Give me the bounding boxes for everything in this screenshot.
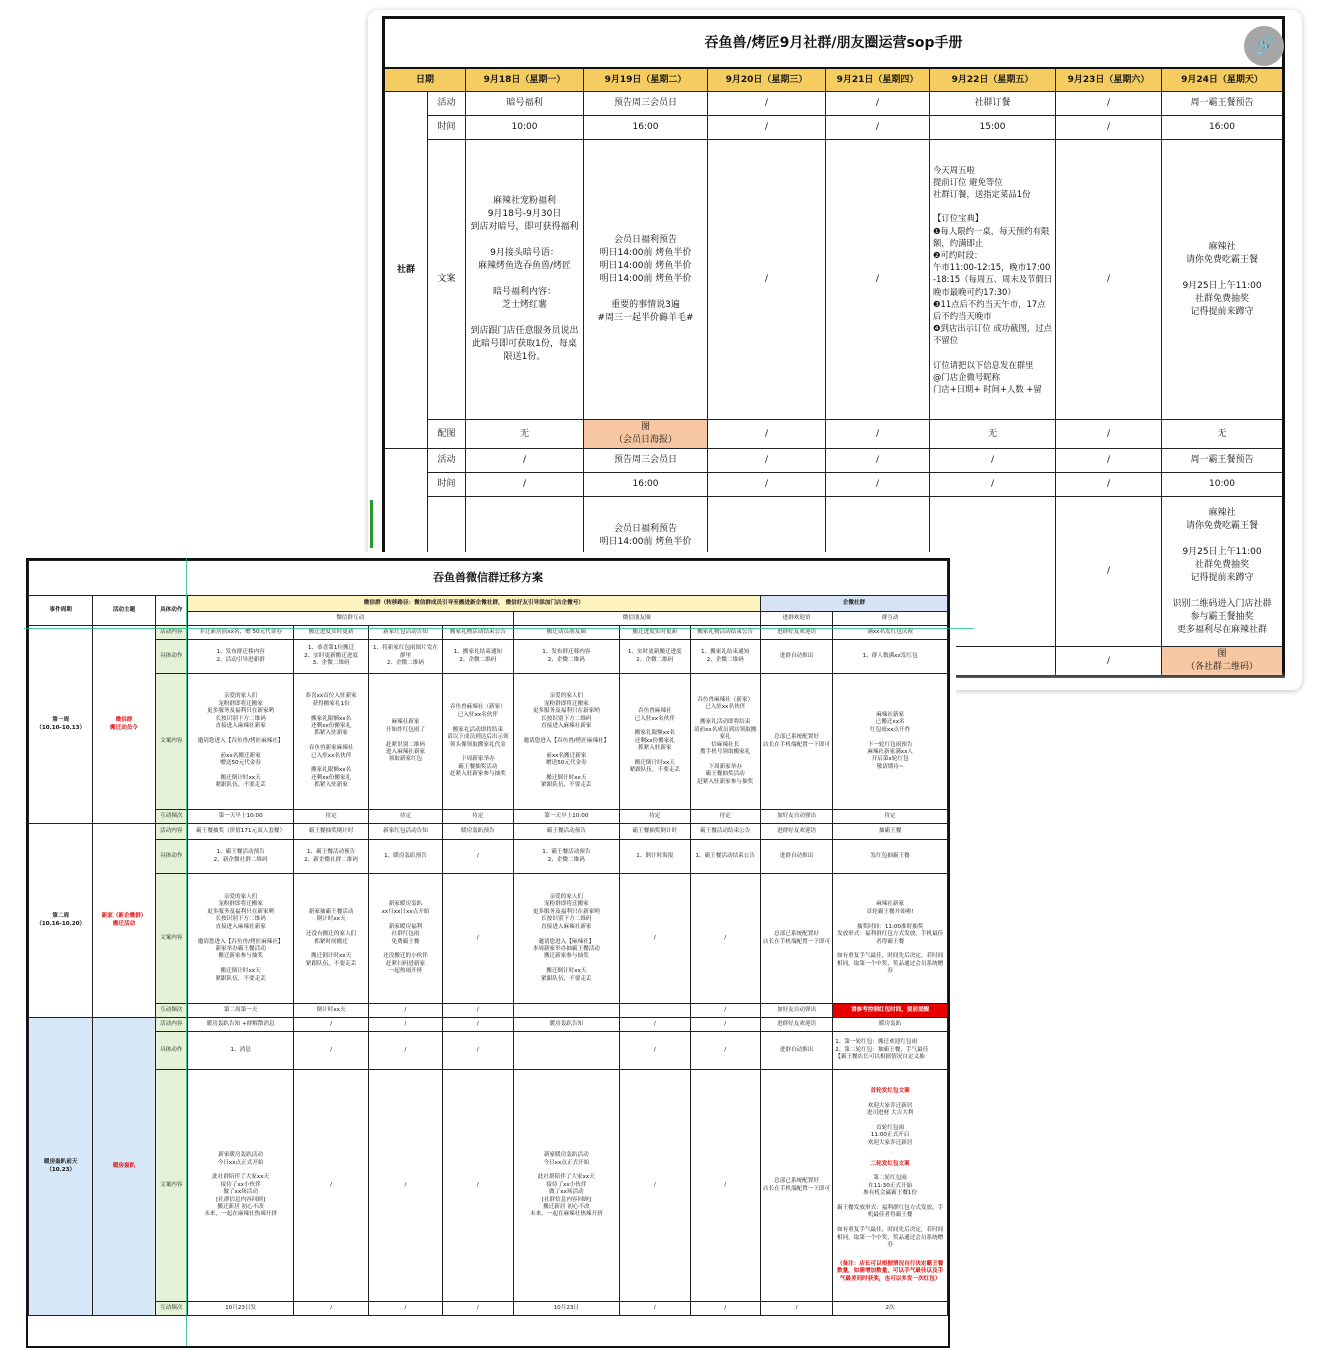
detail-cell: 发红包抽霸王餐 <box>833 840 948 874</box>
date-header: 9月23日（星期六） <box>1056 68 1162 92</box>
activity-cell: / <box>708 449 826 473</box>
date-header: 9月24日（星期天） <box>1162 68 1284 92</box>
detail-cell: 1、霸王餐活动预告 2、新企微社群二维码 <box>294 840 368 874</box>
copy-cell: 麻辣社 请你免费吃霸王餐 9月25日上午11:00 社群免费抽奖 记得提前来蹲守 识别二维码进入门店社群 参与霸王餐抽奖 更多福利尽在麻辣社群 <box>1162 497 1284 647</box>
migration-sheet <box>26 558 950 1348</box>
selection-marker <box>370 500 373 548</box>
row-label: 活动内容 <box>155 824 187 840</box>
week-period: 第一周 （10.10-10.13） <box>29 626 93 824</box>
detail-cell <box>513 1032 620 1070</box>
act-cell: 搬迁进度实时更新 <box>620 626 690 640</box>
copy-cell: 麻辣社新家 开始炸红包雨了 赶紧识别二维码 进入麻辣社新家 领取新家红包 <box>368 674 442 810</box>
copy-cell: 吞鱼兽麻辣社 已入驻xx名伙伴 搬家礼限额xx名 还剩xx份搬家礼 抓紧入驻新家 搬迁倒计时xx天 紧跟队伍，不要走丢 <box>620 674 690 810</box>
copy-cell: / <box>368 1070 442 1302</box>
detail-cell: 1、霸王餐活动结束公告 <box>690 840 760 874</box>
guide-line-vertical <box>186 558 187 1346</box>
time-cell: / <box>826 116 930 140</box>
detail-cell: 1、恭喜第1位搬迁 2、实时更新搬迁进度 3、企微二维码 <box>294 640 368 674</box>
detail-cell: / <box>690 1032 760 1070</box>
row-label-image: 配图 <box>428 420 466 449</box>
time-cell: 10:00 <box>1162 473 1284 497</box>
freq-cell: / <box>443 1004 513 1018</box>
sub-header: 群互动 <box>833 612 948 626</box>
act-cell: 进群好友欢迎语 <box>760 1018 832 1032</box>
date-header: 9月18日（星期一） <box>466 68 584 92</box>
time-cell: / <box>930 473 1056 497</box>
date-header: 9月22日（星期五） <box>930 68 1056 92</box>
act-cell: 乔迁新居前xx名，赠 50元代金券 <box>187 626 294 640</box>
copy-cell: / <box>690 1070 760 1302</box>
image-cell: / <box>826 420 930 449</box>
header-period: 事件周期 <box>29 596 93 626</box>
image-cell: 图 （会员日海报） <box>584 420 708 449</box>
copy-body: 第二轮红包雨 在11:30正式开始 参有机会赢霸王餐1份 霸王餐发放形式：福利群红包方式发放，手机最佳者得霸王餐 如有重复手气最佳，时间先后决定，若时间相同，取第一个中奖，奖品通过会员系统赠券 <box>836 1175 944 1249</box>
week-theme: 暖房轰趴 <box>93 1018 155 1316</box>
act-cell: 霸王餐活动预告 <box>513 824 620 840</box>
row-label: 具体动作 <box>155 640 187 674</box>
date-header: 9月19日（星期二） <box>584 68 708 92</box>
copy-cell: 亲爱的家人们 宠粉群即将迁搬家 更多服务及福利只在新家哟 长按识别下方二维码 直接进入麻辣社新家 邀请您进入【吞鱼兽/烤匠麻辣社】 前xx名搬迁新家 赠送50元代金券 搬迁倒计时xx天 紧跟队伍，不要走丢 <box>187 674 294 810</box>
copy-note: （备注：店长可以根据情况自行决定霸王餐数量，如需增加数量，可以手气最佳以及手气最差同时获奖，也可以多发一次红包） <box>836 1260 944 1282</box>
act-cell: / <box>620 1018 690 1032</box>
freq-cell: / <box>690 1004 760 1018</box>
copy-cell: 总部已系统配置好 店长在手机端配置一下即可 <box>760 674 832 810</box>
freq-cell: 第一天早上10:00 <box>187 810 294 824</box>
copy-cell: / <box>1056 497 1162 647</box>
row-label: 文案内容 <box>155 1070 187 1302</box>
copy-cell: / <box>620 874 690 1004</box>
activity-cell: / <box>466 449 584 473</box>
detail-cell: / <box>443 1032 513 1070</box>
row-label: 互动频次 <box>155 810 187 824</box>
act-cell: 进群好友欢迎语 <box>760 626 832 640</box>
image-cell: 无 <box>466 420 584 449</box>
copy-cell: 麻辣社新家 首轮霸王餐开始啦! 抽奖时间：11:00准时抽奖 发放形式：福利群红包方式发放，手机最佳者得霸王餐 如有重复手气最佳，时间先后决定，若时间相同，取第一个中奖，奖品通过会员系统赠券 <box>833 874 948 1004</box>
act-cell: 新家红包活动告知 <box>368 626 442 640</box>
copy-cell: 麻辣社 请你免费吃霸王餐 9月25日上午11:00 社群免费抽奖 记得提前来蹲守 <box>1162 140 1284 420</box>
row-label-activity: 活动 <box>428 449 466 473</box>
freq-cell: 待定 <box>833 810 948 824</box>
detail-cell: 1、实时更新搬迁进度 2、企微二维码 <box>620 640 690 674</box>
freq-cell: 待定 <box>294 810 368 824</box>
migration-title: 吞鱼兽微信群迁移方案 <box>29 561 948 596</box>
freq-cell: / <box>368 1302 442 1316</box>
copy-heading: 首轮发红包文案 <box>870 1087 910 1094</box>
detail-cell: / <box>443 840 513 874</box>
row-label: 互动频次 <box>155 1302 187 1316</box>
copy-cell: / <box>620 1070 690 1302</box>
activity-cell: / <box>826 92 930 116</box>
copy-cell: 今天周五啦 提前订位 避免等位 社群订餐，送指定菜品1份 【订位宝典】 ❶每人限约一桌，每天预约有限额，约满即止 ❷可约时段： 午市11:00-12:15，晚市17:00-18:15（每周五、周末及节假日晚市最晚可约17:30） ❸11点后不约当天午市，17点后不约当天晚市 ❹到店出示订位 成功截图，过点不留位 订位请把以下信息发在群里 @门店企微号昵称 门店+日期+ 时间+人数 +留 <box>930 140 1056 420</box>
sub-header: 微信群互动 <box>187 612 513 626</box>
copy-cell: / <box>708 140 826 420</box>
activity-cell: / <box>1056 449 1162 473</box>
activity-cell: 预告周三会员日 <box>584 92 708 116</box>
activity-cell: / <box>930 449 1056 473</box>
freq-cell: 加好友自动弹出 <box>760 810 832 824</box>
copy-cell: 新家暖房轰趴活动 今日xx点正式开始 此社群陪伴了大家xx天 接待了xx小伙伴 做了xx场活动 [社群信息内容回顾] 搬迁新居 初心不改 未来，一起在麻辣社热辣开挤 <box>513 1070 620 1302</box>
row-label: 具体动作 <box>155 840 187 874</box>
image-cell: / <box>1056 647 1162 677</box>
freq-cell: 待定 <box>690 810 760 824</box>
act-cell: / <box>690 1018 760 1032</box>
freq-cell: / <box>368 1004 442 1018</box>
sub-header: 进群欢迎语 <box>760 612 832 626</box>
row-label: 活动内容 <box>155 626 187 640</box>
copy-cell: 亲爱的家人们 宠粉群即将迁搬家 更多服务及福利只在新家哟 长按识别下方二维码 直接进入麻辣社新家 邀请您进入【麻辣社】 本周新家举办抽霸王餐活动 搬迁新家参与抽奖 搬迁倒计时xx天 紧跟队伍，不要走丢 <box>513 874 620 1004</box>
row-label-activity: 活动 <box>428 92 466 116</box>
copy-cell: 总部已系统配置好 店长在手机端配置一下即可 <box>760 874 832 1004</box>
detail-cell: 进群自动推出 <box>760 1032 832 1070</box>
time-cell: 15:00 <box>930 116 1056 140</box>
freq-cell: 10月23日 <box>513 1302 620 1316</box>
act-cell: 抽霸王餐 <box>833 824 948 840</box>
time-cell: 10:00 <box>466 116 584 140</box>
activity-cell: / <box>1056 92 1162 116</box>
freq-cell: 10月23日发 <box>187 1302 294 1316</box>
detail-cell: / <box>368 1032 442 1070</box>
copy-cell: 恭喜xx首位入驻新家 获得搬家礼1份 搬家礼限额xx名 还剩xx份搬家礼 抓紧入驻新家 吞鱼兽新家麻辣社 已入驻xx名伙伴 搬家礼限额xx名 还剩xx份搬家礼 抓紧入驻新家 <box>294 674 368 810</box>
row-label: 具体动作 <box>155 1032 187 1070</box>
time-cell: / <box>1056 116 1162 140</box>
migration-table <box>28 560 948 1316</box>
detail-cell: 1、霸王餐活动预告 2、企微二维码 <box>513 840 620 874</box>
act-cell: / <box>443 1018 513 1032</box>
time-cell: 16:00 <box>584 473 708 497</box>
copy-body: 欢迎大家乔迁新居 进司进财 大吉大利 首轮红包雨 11:00正式开启 欢迎大家乔迁新居 <box>866 1102 914 1146</box>
detail-cell: 1、倒计时海报 <box>620 840 690 874</box>
image-cell: 无 <box>930 420 1056 449</box>
week-theme: 新家（新企微群） 搬迁活动 <box>93 824 155 1018</box>
detail-cell: / <box>294 1032 368 1070</box>
freq-cell: 第二周第一天 <box>187 1004 294 1018</box>
act-cell: / <box>294 1018 368 1032</box>
detail-cell: 1、霸王餐活动预告 2、新企微社群二维码 <box>187 840 294 874</box>
copy-cell: 吞鱼兽麻辣社（新家） 已入驻xx名伙伴 搬家礼活动即将结束 请前xx名成员到店领取搬家礼 信麻辣社长 搜手机号领取搬家礼 下周新家举办 霸王餐抽奖活动 赶紧入驻新家参与抽奖 <box>690 674 760 810</box>
activity-cell: / <box>826 449 930 473</box>
freq-cell: 2次 <box>833 1302 948 1316</box>
header-wecom: 企微社群 <box>760 596 947 612</box>
image-cell: 无 <box>1162 420 1284 449</box>
time-cell: / <box>708 116 826 140</box>
row-label-time: 时间 <box>428 473 466 497</box>
activity-cell: 周一霸王餐预告 <box>1162 92 1284 116</box>
copy-cell: 亲爱的家人们 宠粉群即将迁搬家 更多服务及福利只在新家哟 长按识别下方二维码 直接进入麻辣社新家 邀请您进入【吞鱼兽/烤匠麻辣社】 新家举办霸王餐活动 搬迁新家参与抽奖 搬迁倒计时xx天 紧跟队伍，不要走丢 <box>187 874 294 1004</box>
freq-cell <box>620 1004 690 1018</box>
row-label: 文案内容 <box>155 674 187 810</box>
link-icon[interactable]: 🔗 <box>1244 26 1284 66</box>
activity-cell: / <box>708 92 826 116</box>
detail-cell: 1、群人数满xx发红包 <box>833 640 948 674</box>
activity-cell: 预告周三会员日 <box>584 449 708 473</box>
freq-cell: / <box>620 1302 690 1316</box>
detail-cell: 进群自动推出 <box>760 840 832 874</box>
time-cell: / <box>466 473 584 497</box>
act-cell: 新家红包活动告知 <box>368 824 442 840</box>
act-cell: 搬家礼物活动结束公告 <box>690 626 760 640</box>
detail-cell: 进群自动推出 <box>760 640 832 674</box>
week-period: 第二周 （10.16-10.20） <box>29 824 93 1018</box>
header-wechat: 微信群（转移路径：微信群成员引导至搬进新企微社群， 微信好友引导添加门店企微号） <box>187 596 760 612</box>
detail-cell: 1、发布群迁移内容 2、企微二维码 <box>513 640 620 674</box>
time-cell: 16:00 <box>1162 116 1284 140</box>
copy-cell: 新家暖房轰趴活动 今日xx点正式开始 此社群陪伴了大家xx天 接待了xx小伙伴 做了xx场活动 [社群信息内容回顾] 搬迁新居 初心不改 未来，一起在麻辣社热辣开挤 <box>187 1070 294 1302</box>
freq-cell: / <box>760 1302 832 1316</box>
freq-cell: 请参考控制红包时间，提前提醒 <box>833 1004 948 1018</box>
date-header: 9月20日（星期三） <box>708 68 826 92</box>
act-cell: 搬家礼物活动结束公告 <box>443 626 513 640</box>
section-label: 社群 <box>384 92 428 449</box>
copy-cell: 亲爱的家人们 宠粉群即将迁搬家 更多服务及福利只在新家哟 长按识别下方二维码 直接进入麻辣社新家 邀请您进入【吞鱼兽/烤匠麻辣社】 前xx名搬迁新家 赠送50元代金券 搬迁倒计时xx天 紧跟队伍，不要走丢 <box>513 674 620 810</box>
row-label: 文案内容 <box>155 874 187 1004</box>
row-label: 活动内容 <box>155 1018 187 1032</box>
freq-cell: 待定 <box>620 810 690 824</box>
copy-cell: / <box>443 874 513 1004</box>
activity-cell: 暗号福利 <box>466 92 584 116</box>
detail-cell: 1、将新家红包雨图片发在群里 2、企微二维码 <box>368 640 442 674</box>
image-cell: 图 （各社群二维码） <box>1162 647 1284 677</box>
time-cell: / <box>1056 473 1162 497</box>
copy-cell: 麻辣社宠粉福利 9月18号-9月30日 到店对暗号，即可获得福利 9月接头暗号语： 麻辣烤鱼选吞鱼兽/烤匠 暗号福利内容： 芝士烤红薯 到店跟门店任意服务员说出此暗号即可获取1份，每桌限送1份。 <box>466 140 584 420</box>
act-cell: 搬迁动员朋友圈 <box>513 626 620 640</box>
detail-cell: 1、搬家礼结束通知 2、企微二维码 <box>443 640 513 674</box>
freq-cell: 第一天早上10:00 <box>513 810 620 824</box>
time-cell: 16:00 <box>584 116 708 140</box>
image-cell: / <box>708 420 826 449</box>
copy-heading: 二轮发红包文案 <box>870 1160 910 1167</box>
image-cell: / <box>1056 420 1162 449</box>
act-cell: 满xx名发红包庆祝 <box>833 626 948 640</box>
act-cell: 暖房轰趴告知 <box>513 1018 620 1032</box>
activity-cell: 社群订餐 <box>930 92 1056 116</box>
detail-cell: 1、消息 <box>187 1032 294 1070</box>
date-header: 9月21日（星期四） <box>826 68 930 92</box>
act-cell: 暖房轰趴 <box>833 1018 948 1032</box>
header-theme: 活动主题 <box>93 596 155 626</box>
copy-cell: / <box>1056 140 1162 420</box>
detail-cell: 1、暖房轰趴预告 <box>368 840 442 874</box>
act-cell: / <box>368 1018 442 1032</box>
sop-title: 吞鱼兽/烤匠9月社群/朋友圈运营sop手册 <box>384 18 1284 69</box>
act-cell: 霸王餐抽奖（价值171元双人套餐） <box>187 824 294 840</box>
detail-cell: / <box>620 1032 690 1070</box>
act-cell: 霸王餐抽奖倒计时 <box>620 824 690 840</box>
copy-cell: / <box>826 140 930 420</box>
copy-cell: 吞鱼兽麻辣社（新家） 已入驻xx名伙伴 搬家礼活动即将结束 请以下成员到达后出示领 领头像领取搬家礼代金 下周新家举办 霸王餐抽奖活动 赶紧入驻新家参与抽奖 <box>443 674 513 810</box>
act-cell: 暖房轰趴告知 +群解散消息 <box>187 1018 294 1032</box>
freq-cell <box>513 1004 620 1018</box>
freq-cell: / <box>690 1302 760 1316</box>
detail-cell: 1、搬家礼结束通知 2、企微二维码 <box>690 640 760 674</box>
freq-cell: / <box>294 1302 368 1316</box>
act-cell: 搬迁进度实时更新 <box>294 626 368 640</box>
week-period: 暖房轰趴前天 （10.23） <box>29 1018 93 1316</box>
copy-cell: 会员日福利预告 明日14:00前 烤鱼半价 明日14:00前 烤鱼半价 明日14:00前 烤鱼半价 重要的事情说3遍 #周三一起半价薅羊毛# <box>584 140 708 420</box>
date-label: 日期 <box>384 68 466 92</box>
guide-line-horizontal <box>24 628 974 629</box>
copy-cell: 新家抽霸王餐活动 倒计时xx天 还没有搬迁的家人们 抓紧时间搬迁 搬迁倒计时xx天 紧跟队伍，不要走丢 <box>294 874 368 1004</box>
act-cell: 暖房轰趴预告 <box>443 824 513 840</box>
freq-cell: 加好友自动弹出 <box>760 1004 832 1018</box>
copy-cell: 会员日福利预告 明日14:00前 烤鱼半价 <box>584 497 708 647</box>
week-theme: 微信群 搬迁动员令 <box>93 626 155 824</box>
copy-cell: / <box>443 1070 513 1302</box>
activity-cell: 周一霸王餐预告 <box>1162 449 1284 473</box>
freq-cell: / <box>443 1302 513 1316</box>
time-cell: / <box>826 473 930 497</box>
time-cell: / <box>708 473 826 497</box>
freq-cell: 待定 <box>368 810 442 824</box>
header-action: 具体动作 <box>155 596 187 626</box>
sub-header: 微信朋友圈 <box>513 612 760 626</box>
copy-cell: / <box>294 1070 368 1302</box>
row-label-copy: 文案 <box>428 140 466 420</box>
act-cell: 进群好友欢迎语 <box>760 824 832 840</box>
row-label: 互动频次 <box>155 1004 187 1018</box>
detail-cell: 1、第一轮红包：搬迁欢迎红包雨 2、第二轮红包：抽霸王餐，手气最佳 【霸王餐店长可以根据情况自定义抽 <box>833 1032 948 1070</box>
freq-cell: 待定 <box>443 810 513 824</box>
act-cell: 霸王餐活动结束公告 <box>690 824 760 840</box>
freq-cell: 倒计时xx天 <box>294 1004 368 1018</box>
copy-cell: 麻辣社新家 已搬迁xx名 红包雨xx点开炸 下一轮红包雨预告 麻辣社新家满xx人 开启第x轮红包 敬请期待~ <box>833 674 948 810</box>
detail-cell: 1、发布群迁移内容 2、活动引导进新群 <box>187 640 294 674</box>
copy-cell: 总部已系统配置好 店长在手机端配置一下即可 <box>760 1070 832 1302</box>
row-label-time: 时间 <box>428 116 466 140</box>
copy-cell: / <box>690 874 760 1004</box>
copy-cell-rich <box>833 1070 948 1302</box>
copy-cell: 新家暖房轰趴 xx月xx日xx点开始 新家暖房福利 社群红包雨 免费霸王餐 还没搬迁的小伙伴 赶紧扫码进新家 一起热闹开挤 <box>368 874 442 1004</box>
act-cell: 霸王餐抽奖倒计时 <box>294 824 368 840</box>
